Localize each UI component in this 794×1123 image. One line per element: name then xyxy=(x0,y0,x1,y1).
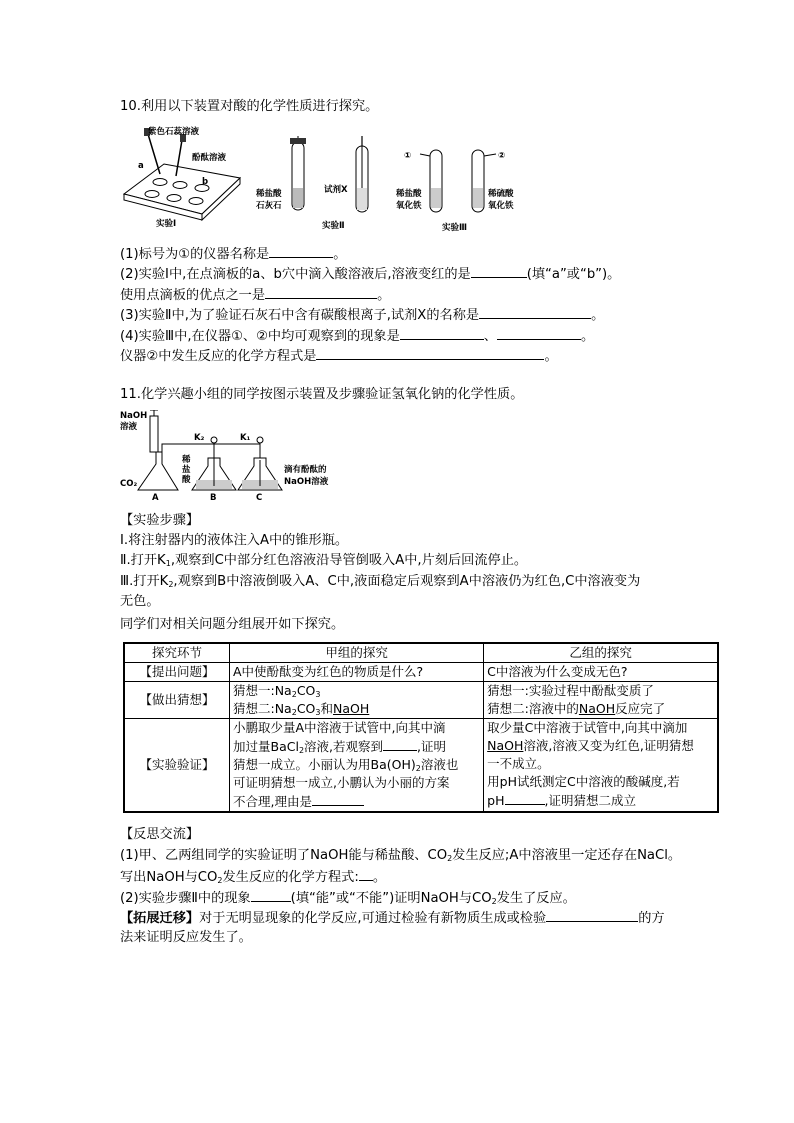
q11-fig-a: A xyxy=(152,493,159,502)
fig2-label-limestone: 石灰石 xyxy=(256,201,282,211)
table-header-stage: 探究环节 xyxy=(124,643,230,663)
fig1-label-a: a xyxy=(138,161,144,171)
extension: 【拓展迁移】对于无明显现象的化学反应,可通过检验有新物质生成或检验 的方 xyxy=(120,908,665,928)
answer-blank[interactable] xyxy=(479,305,591,319)
reflect-1-equation: 写出NaOH与$CO_2$发生反应的化学方程式: 。 xyxy=(120,867,386,887)
step-2: Ⅱ.打开$K_1$,观察到C中部分红色溶液沿导管倒吸入A中,片刻后回流停止。 xyxy=(120,553,528,568)
reflect-1: (1)甲、乙两组同学的实验证明了NaOH能与稀盐酸、$CO_2$发生反应;A中溶液里一定还存在NaCl。 xyxy=(120,848,682,863)
answer-blank[interactable] xyxy=(251,888,291,902)
answer-blank[interactable] xyxy=(497,326,581,340)
answer-blank[interactable] xyxy=(269,244,333,258)
q11-title: 11.化学兴趣小组的同学按图示装置及步骤验证氢氧化钠的化学性质。 xyxy=(120,387,524,402)
reflect-heading: 【反思交流】 xyxy=(120,827,200,842)
inquiry-table xyxy=(123,642,719,813)
answer-blank[interactable] xyxy=(316,346,544,360)
q11-fig-hcl-1: 稀 xyxy=(182,455,191,465)
q11-fig-co2: CO₂ xyxy=(120,479,138,489)
figure-experiment-1 xyxy=(118,122,250,232)
reflect-2: (2)实验步骤Ⅱ中的现象 (填“能”或“不能”)证明NaOH与$CO_2$发生了反应。 xyxy=(120,888,576,908)
q11-fig-c: C xyxy=(256,493,263,502)
fig2-label-reagent-x: 试剂X xyxy=(324,185,348,195)
q11-fig-k1: K₁ xyxy=(240,433,251,443)
extension-cont: 法来证明反应发生了。 xyxy=(120,930,252,945)
fig1-label-right: 酚酞溶液 xyxy=(192,153,227,163)
fig3-right-fe2o3: 氧化铁 xyxy=(488,201,514,211)
answer-blank[interactable] xyxy=(546,908,638,922)
q11-fig-phenol-2: NaOH溶液 xyxy=(284,477,329,487)
answer-blank[interactable] xyxy=(359,867,373,881)
figure-experiment-3 xyxy=(396,144,536,236)
q11-fig-hcl-3: 酸 xyxy=(182,475,191,485)
q11-fig-hcl-2: 盐 xyxy=(182,465,191,475)
answer-blank[interactable] xyxy=(312,792,364,806)
step-3: Ⅲ.打开$K_2$,观察到B中溶液倒吸入A、C中,液面稳定后观察到A中溶液仍为红色,C中溶液变为 xyxy=(120,574,641,589)
table-row: 【提出问题】 A中使酚酞变为红色的物质是什么? C中溶液为什么变成无色? xyxy=(124,663,718,682)
step-1: Ⅰ.将注射器内的液体注入A中的锥形瓶。 xyxy=(120,533,349,548)
fig3-right-h2so4: 稀硫酸 xyxy=(488,189,514,199)
fig3-caption: 实验Ⅲ xyxy=(442,223,468,233)
steps-heading: 【实验步骤】 xyxy=(120,513,200,528)
answer-blank[interactable] xyxy=(471,264,527,278)
answer-blank[interactable] xyxy=(505,791,545,805)
fig3-label-2: ② xyxy=(498,151,506,161)
q10-part4-equation: 仪器②中发生反应的化学方程式是 。 xyxy=(120,346,558,366)
answer-blank[interactable] xyxy=(265,285,377,299)
fig1-label-b: b xyxy=(202,177,209,187)
table-header-group-b: 乙组的探究 xyxy=(484,643,718,663)
q11-fig-solution: 溶液 xyxy=(120,422,138,432)
fig3-left-hcl: 稀盐酸 xyxy=(396,189,422,199)
q11-fig-phenol-1: 滴有酚酞的 xyxy=(284,465,327,475)
table-row xyxy=(124,643,718,663)
q10-part4: (4)实验Ⅲ中,在仪器①、②中均可观察到的现象是 、 。 xyxy=(120,326,594,346)
q11-fig-k2: K₂ xyxy=(194,433,205,443)
q11-fig-naoh: NaOH xyxy=(120,411,148,421)
q10-title: 10.利用以下装置对酸的化学性质进行探究。 xyxy=(120,99,379,114)
fig1-label-top: 紫色石蕊溶液 xyxy=(148,127,200,137)
table-row: 【做出猜想】 猜想一$:Na_2CO_3$ 猜想二$:Na_2CO_3$和NaOH 猜想一:实验过程中酚酞变质了 猜想二:溶液中的NaOH反应完了 xyxy=(124,682,718,719)
q10-part2: (2)实验Ⅰ中,在点滴板的a、b穴中滴入酸溶液后,溶液变红的是 (填“a”或“b”)。 xyxy=(120,264,620,284)
q10-part2-advantage: 使用点滴板的优点之一是 。 xyxy=(120,285,390,305)
table-row: 【实验验证】 小鹏取少量A中溶液于试管中,向其中滴 加过量BaCl$_2$溶液,若观察到 ,证明 猜想一成立。小丽认为用$Ba(OH)_2$溶液也 可证明猜想一成立,小鹏认为小丽的方案 不合理,理由是 取少量C中溶液于试管中,向其中滴加 NaOH溶液,溶液又变为红色,证明猜想 一不成立。 用pH试纸测定C中溶液的酸碱度,若 pH ,证明猜想二成立 xyxy=(124,719,718,813)
table-intro: 同学们对相关问题分组展开如下探究。 xyxy=(120,617,345,632)
table-header-group-a: 甲组的探究 xyxy=(230,643,484,663)
answer-blank[interactable] xyxy=(383,737,417,751)
q10-part3: (3)实验Ⅱ中,为了验证石灰石中含有碳酸根离子,试剂X的名称是 。 xyxy=(120,305,604,325)
fig1-caption: 实验Ⅰ xyxy=(156,219,177,229)
fig2-caption: 实验Ⅱ xyxy=(322,221,345,231)
q11-fig-b: B xyxy=(210,493,217,502)
step-3-cont: 无色。 xyxy=(120,594,160,609)
figure-q11-apparatus xyxy=(118,410,342,502)
fig3-label-1: ① xyxy=(404,151,412,161)
fig3-left-fe2o3: 氧化铁 xyxy=(396,201,422,211)
figure-experiment-2 xyxy=(252,136,382,236)
q10-part1: (1)标号为①的仪器名称是 。 xyxy=(120,244,346,264)
answer-blank[interactable] xyxy=(400,326,484,340)
fig2-label-hcl: 稀盐酸 xyxy=(256,189,282,199)
